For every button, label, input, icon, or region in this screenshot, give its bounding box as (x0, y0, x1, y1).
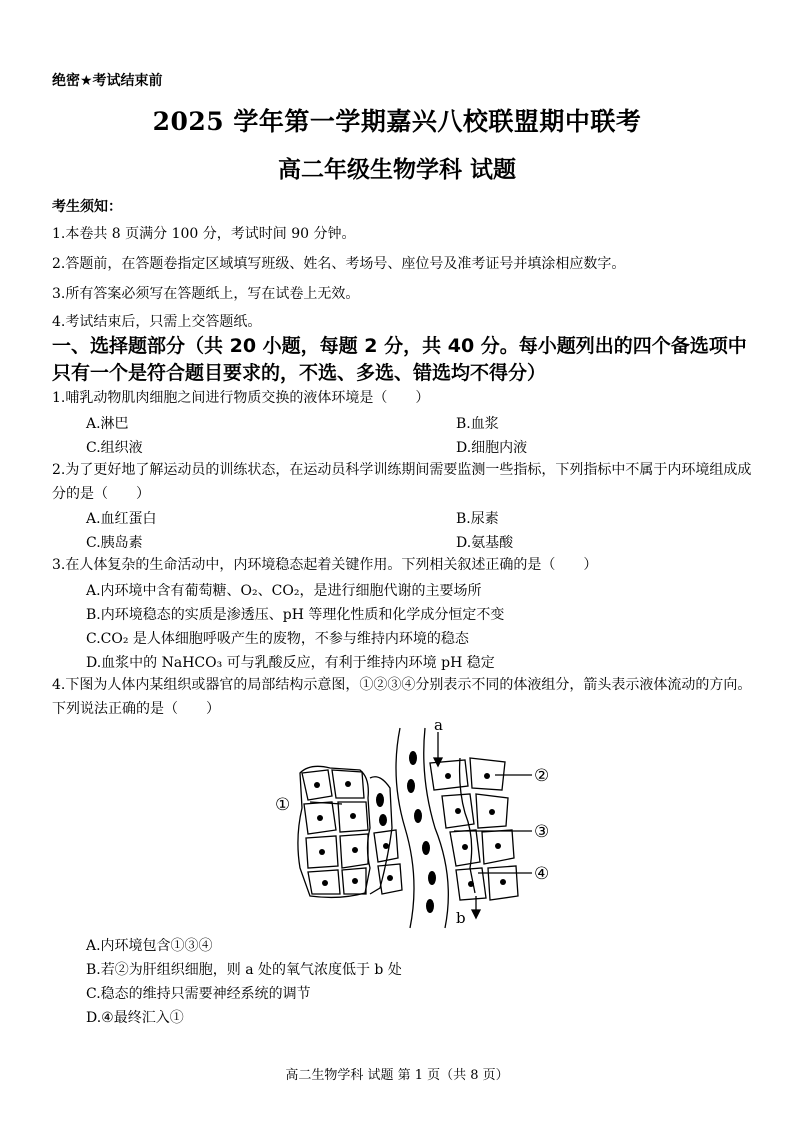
label-a: a (434, 718, 443, 734)
q1-option-c: C.组织液 (86, 440, 143, 456)
notice-item-2: 2.答题前，在答题卷指定区域填写班级、姓名、考场号、座位号及准考证号并填涂相应数字。 (52, 256, 626, 272)
q2-option-a: A.血红蛋白 (86, 511, 157, 527)
label-1: ① (275, 795, 291, 815)
q4-option-d: D.④最终汇入① (86, 1010, 184, 1026)
notice-heading: 考生须知： (52, 199, 122, 215)
exam-title: 2025 学年第一学期嘉兴八校联盟期中联考 (152, 107, 642, 136)
q3-option-d: D.血浆中的 NaHCO₃ 可与乳酸反应，有利于维持内环境 pH 稳定 (86, 655, 495, 671)
exam-subtitle: 高二年级生物学科 试题 (277, 156, 516, 183)
q1-option-d: D.细胞内液 (456, 440, 528, 456)
q2-option-c: C.胰岛素 (86, 535, 143, 551)
q3-option-b: B.内环境稳态的实质是渗透压、pH 等理化性质和化学成分恒定不变 (86, 607, 505, 623)
q2-option-b: B.尿素 (456, 511, 499, 527)
notice-item-1: 1.本卷共 8 页满分 100 分，考试时间 90 分钟。 (52, 226, 356, 242)
label-4: ④ (534, 864, 550, 884)
q3-option-a: A.内环境中含有葡萄糖、O₂、CO₂，是进行细胞代谢的主要场所 (86, 583, 482, 599)
notice-item-4: 4.考试结束后，只需上交答题纸。 (52, 314, 262, 330)
page-footer: 高二生物学科 试题 第 1 页（共 8 页） (285, 1068, 509, 1083)
question-2-stem: 2.为了更好地了解运动员的训练状态，在运动员科学训练期间需要监测一些指标，下列指标中不属于内环境组成成分的是（ ） (52, 462, 752, 502)
question-1-stem: 1.哺乳动物肌肉细胞之间进行物质交换的液体环境是（ ） (52, 390, 430, 406)
label-2: ② (534, 766, 550, 786)
label-3: ③ (534, 822, 550, 842)
notice-item-3: 3.所有答案必须写在答题纸上，写在试卷上无效。 (52, 286, 360, 302)
q4-option-b: B.若②为肝组织细胞，则 a 处的氧气浓度低于 b 处 (86, 962, 402, 978)
tissue-diagram (270, 718, 570, 938)
q1-option-a: A.淋巴 (86, 416, 129, 432)
q1-option-b: B.血浆 (456, 416, 499, 432)
label-b: b (456, 909, 466, 927)
section-heading: 一、选择题部分（共 20 小题，每题 2 分，共 40 分。每小题列出的四个备选项中只有一个是符合题目要求的，不选、多选、错选均不得分） (52, 335, 747, 384)
q4-option-a: A.内环境包含①③④ (86, 938, 213, 954)
question-4-stem: 4.下图为人体内某组织或器官的局部结构示意图，①②③④分别表示不同的体液组分，箭头表示液体流动的方向。下列说法正确的是（ ） (52, 677, 752, 717)
q3-option-c: C.CO₂ 是人体细胞呼吸产生的废物，不参与维持内环境的稳态 (86, 631, 469, 647)
question-3-stem: 3.在人体复杂的生命活动中，内环境稳态起着关键作用。下列相关叙述正确的是（ ） (52, 557, 598, 573)
q2-option-d: D.氨基酸 (456, 535, 514, 551)
secret-label: 绝密★考试结束前 (52, 73, 163, 89)
q4-option-c: C.稳态的维持只需要神经系统的调节 (86, 986, 311, 1002)
